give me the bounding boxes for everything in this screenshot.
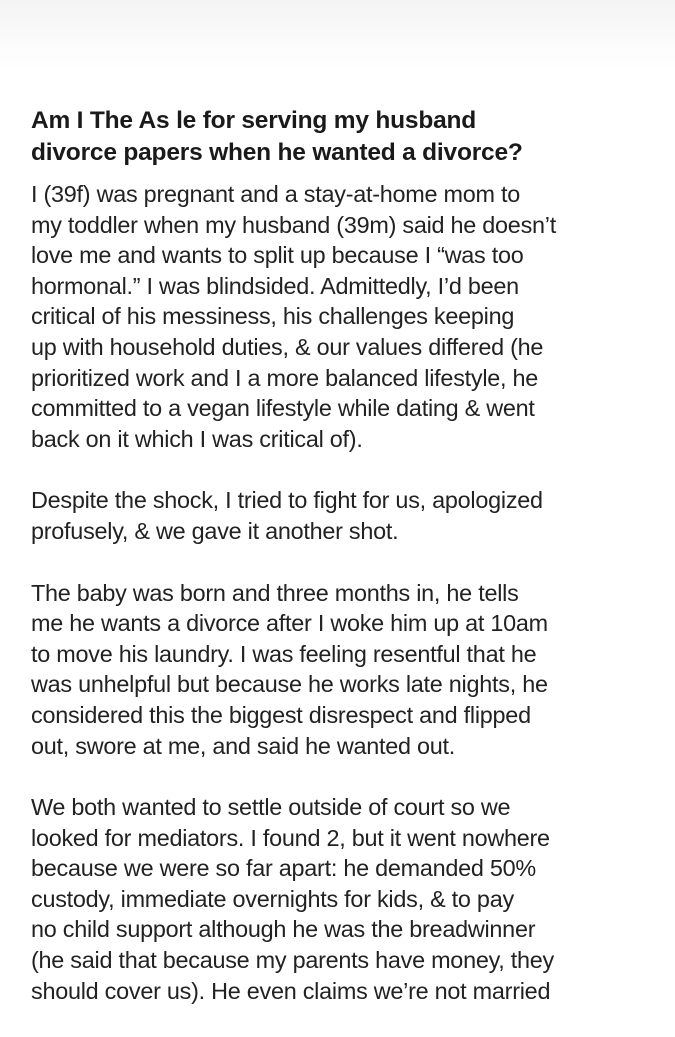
text-line: The baby was born and three months in, he tells	[31, 579, 519, 606]
text-line: out, swore at me, and said he wanted out.	[31, 732, 456, 759]
text-line: hormonal.” I was blindsided. Admittedly, I’d been	[31, 272, 519, 299]
post-body	[31, 179, 641, 1006]
text-line: We both wanted to settle outside of court so we	[31, 794, 511, 821]
post-content	[31, 105, 641, 1037]
text-line: custody, immediate overnights for kids, & to pay	[31, 885, 514, 912]
text-line: because we were so far apart: he demanded 50%	[31, 855, 536, 882]
paragraph-3	[31, 578, 641, 762]
text-line: up with household duties, & our values differed (he	[31, 333, 544, 360]
title-line: divorce papers when he wanted a divorce?	[31, 139, 523, 166]
text-line: committed to a vegan lifestyle while dating & went	[31, 395, 535, 422]
paragraph-2	[31, 485, 641, 546]
text-line: prioritized work and I a more balanced lifestyle, he	[31, 364, 539, 391]
text-line: love me and wants to split up because I “was too	[31, 242, 524, 269]
text-line: (he said that because my parents have money, they	[31, 947, 555, 974]
text-line: looked for mediators. I found 2, but it went nowhere	[31, 824, 550, 851]
paragraph-4	[31, 792, 641, 1006]
text-line: considered this the biggest disrespect and flipped	[31, 701, 531, 728]
text-line: to move his laundry. I was feeling resentful that he	[31, 640, 537, 667]
text-line: me he wants a divorce after I woke him up at 10am	[31, 610, 548, 637]
text-line: I (39f) was pregnant and a stay-at-home mom to	[31, 181, 521, 207]
text-line: Despite the shock, I tried to fight for us, apologized	[31, 487, 543, 514]
text-line: my toddler when my husband (39m) said he doesn’t	[31, 211, 556, 238]
paragraph-1	[31, 179, 641, 454]
text-line: was unhelpful but because he works late nights, he	[31, 671, 548, 698]
text-line: back on it which I was critical of).	[31, 425, 363, 452]
text-line: critical of his messiness, his challenges keeping	[31, 303, 515, 330]
text-line: no child support although he was the breadwinner	[31, 916, 536, 943]
text-line: profusely, & we gave it another shot.	[31, 517, 399, 544]
title-line: Am I The As le for serving my husband	[31, 107, 477, 134]
post-title	[31, 105, 641, 169]
top-blurred-area	[0, 0, 675, 70]
text-line: should cover us). He even claims we’re not married	[31, 977, 551, 1004]
